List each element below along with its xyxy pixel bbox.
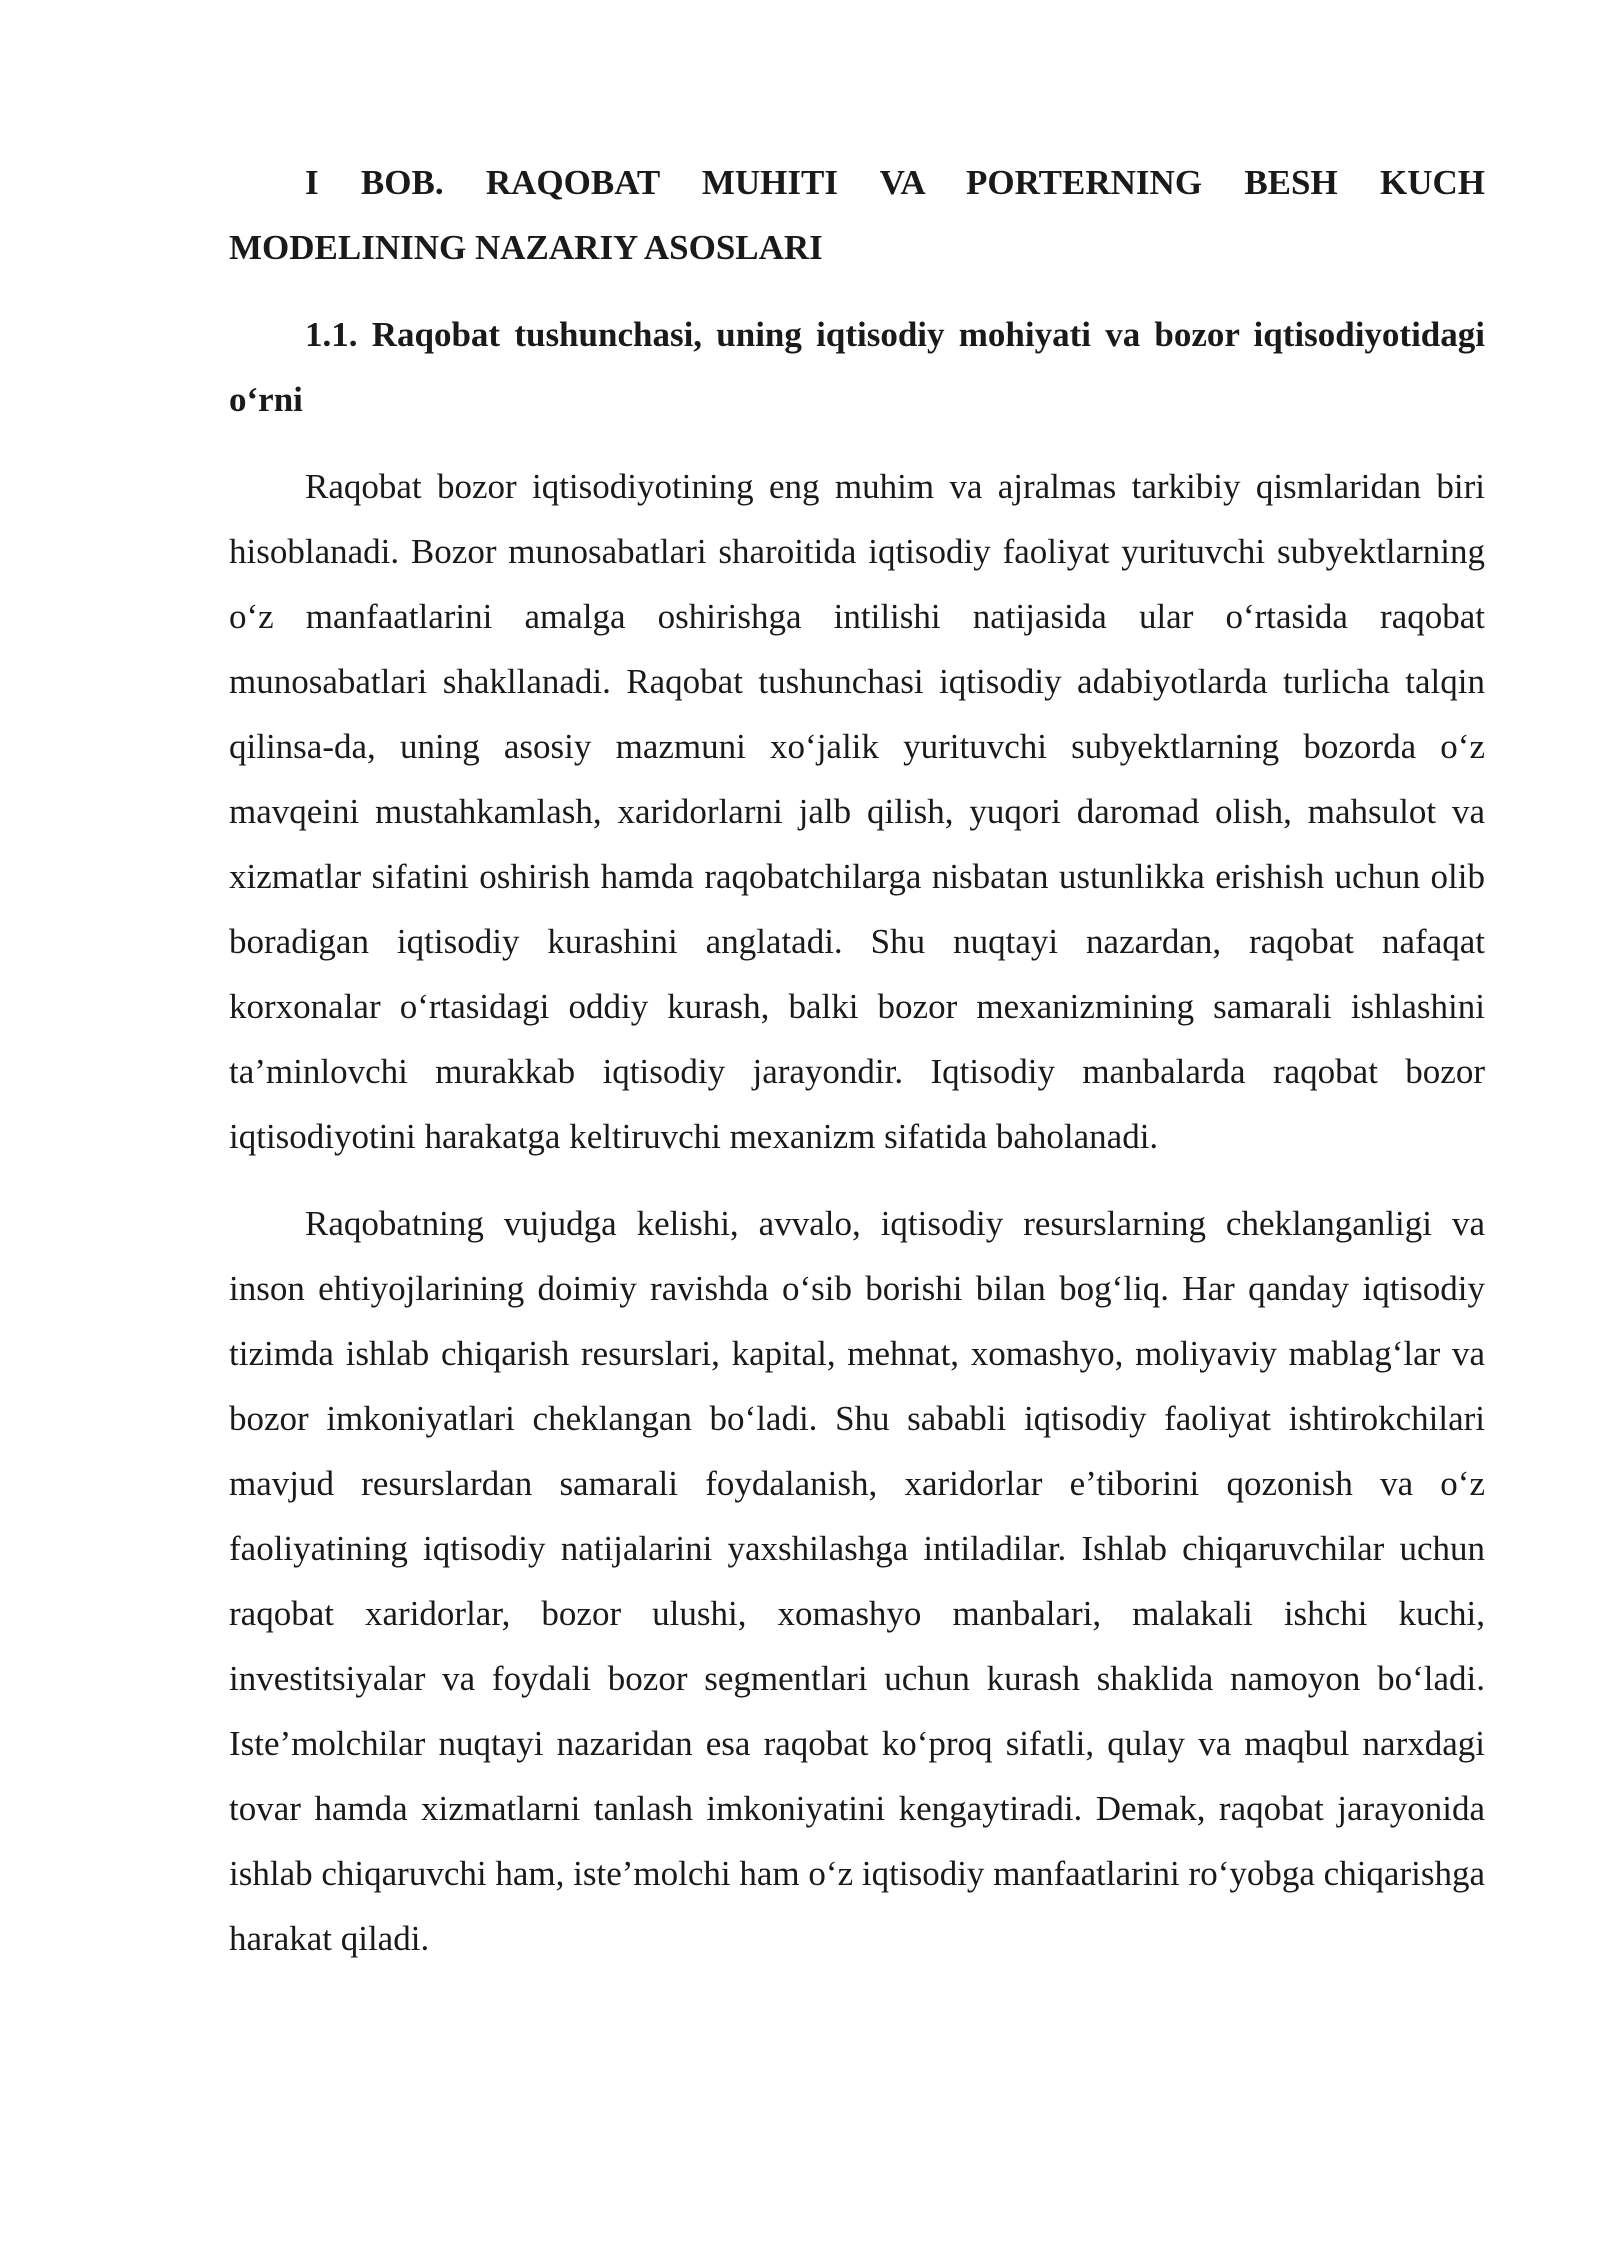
paragraph: Raqobatning vujudga kelishi, avvalo, iqtisodiy resurslarning cheklanganligi va inson ehtiyojlarining doimiy ravishda o‘sib borishi bilan bog‘liq. Har qanday iqtisodiy tizimda ishlab chiqarish resurslari, kapital, mehnat, xomashyo, moliyaviy mablag‘lar va bozor imkoniyatlari cheklangan bo‘ladi. Shu sababli iqtisodiy faoliyat ishtirokchilari mavjud resurslardan samarali foydalanish, xaridorlar e’tiborini qozonish va o‘z faoliyatining iqtisodiy natijalarini yaxshilashga intiladilar. Ishlab chiqaruvchilar uchun raqobat xaridorlar, bozor ulushi, xomashyo manbalari, malakali ishchi kuchi, investitsiyalar va foydali bozor segmentlari uchun kurash shaklida namoyon bo‘ladi. Iste’molchilar nuqtayi nazaridan esa raqobat ko‘proq sifatli, qulay va maqbul narxdagi tovar hamda xizmatlarni tanlash imkoniyatini kengaytiradi. Demak, raqobat jarayonida ishlab chiqaruvchi ham, iste’molchi ham o‘z iqtisodiy manfaatlarini ro‘yobga chiqarishga harakat qiladi. [229, 1204, 1485, 1958]
document-body [229, 150, 1485, 1971]
chapter-title: I BOB. RAQOBAT MUHITI VA PORTERNING BESH KUCH MODELINING NAZARIY ASOSLARI [229, 163, 1485, 267]
paragraph: Raqobat bozor iqtisodiyotining eng muhim va ajralmas tarkibiy qismlaridan biri hisoblanadi. Bozor munosabatlari sharoitida iqtisodiy faoliyat yurituvchi subyektlarning o‘z manfaatlarini amalga oshirishga intilishi natijasida ular o‘rtasida raqobat munosabatlari shakllanadi. Raqobat tushunchasi iqtisodiy adabiyotlarda turlicha talqin qilinsa-da, uning asosiy mazmuni xo‘jalik yurituvchi subyektlarning bozorda o‘z mavqeini mustahkamlash, xaridorlarni jalb qilish, yuqori daromad olish, mahsulot va xizmatlar sifatini oshirish hamda raqobatchilarga nisbatan ustunlikka erishish uchun olib boradigan iqtisodiy kurashini anglatadi. Shu nuqtayi nazardan, raqobat nafaqat korxonalar o‘rtasidagi oddiy kurash, balki bozor mexanizmining samarali ishlashini ta’minlovchi murakkab iqtisodiy jarayondir. Iqtisodiy manbalarda raqobat bozor iqtisodiyotini harakatga keltiruvchi mexanizm sifatida baholanadi. [229, 467, 1485, 1156]
section-title: 1.1. Raqobat tushunchasi, uning iqtisodiy mohiyati va bozor iqtisodiyotidagi o‘rni [229, 315, 1485, 419]
